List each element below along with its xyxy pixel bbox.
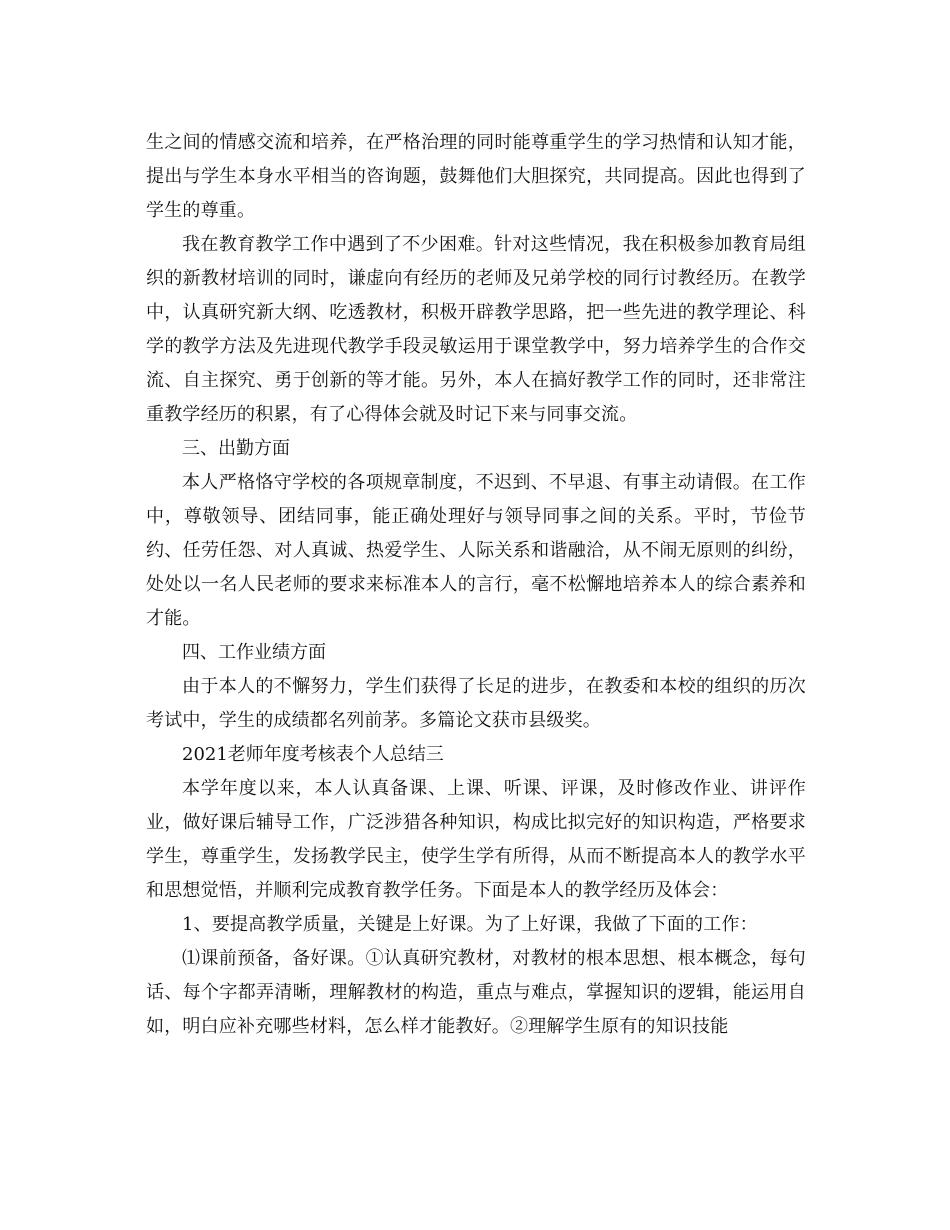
paragraph-5: 本学年度以来，本人认真备课、上课、听课、评课，及时修改作业、讲评作业，做好课后辅导工作，广泛涉猎各种知识，构成比拟完好的知识构造，严格要求学生，尊重学生，发扬教学民主，使学生学有所得，从而不断提高本人的教学水平和思想觉悟，并顺利完成教育教学任务。下面是本人的教学经历及体会：: [146, 778, 806, 901]
paragraph-4: 由于本人的不懈努力，学生们获得了长足的进步，在教委和本校的组织的历次考试中，学生的成绩都名列前茅。多篇论文获市县级奖。: [146, 676, 806, 731]
paragraph-2: 我在教育教学工作中遇到了不少困难。针对这些情况，我在积极参加教育局组织的新教材培训的同时，谦虚向有经历的老师及兄弟学校的同行讨教经历。在教学中，认真研究新大纲、吃透教材，积极开辟教学思路，把一些先进的教学理论、科学的教学方法及先进现代教学手段灵敏运用于课堂教学中，努力培养学生的合作交流、自主探究、勇于创新的等才能。另外，本人在搞好教学工作的同时，还非常注重教学经历的积累，有了心得体会就及时记下来与同事交流。: [146, 234, 806, 425]
paragraph-6: 1、要提高教学质量，关键是上好课。为了上好课，我做了下面的工作：: [182, 914, 758, 935]
document-body: [146, 126, 806, 1044]
paragraph-7: ⑴课前预备，备好课。①认真研究教材，对教材的根本思想、根本概念，每句话、每个字都弄清晰，理解教材的构造，重点与难点，掌握知识的逻辑，能运用自如，明白应补充哪些材料，怎么样才能教好。②理解学生原有的知识技能: [146, 948, 806, 1037]
paragraph-3: 本人严格恪守学校的各项规章制度，不迟到、不早退、有事主动请假。在工作中，尊敬领导、团结同事，能正确处理好与领导同事之间的关系。平时，节俭节约、任劳任怨、对人真诚、热爱学生、人际关系和谐融洽，从不闹无原则的纠纷，处处以一名人民老师的要求来标准本人的言行，毫不松懈地培养本人的综合素养和才能。: [146, 472, 806, 629]
section-heading-performance: 四、工作业绩方面: [182, 642, 326, 663]
section-heading-attendance: 三、出勤方面: [182, 438, 290, 459]
section-heading-summary-three: 2021老师年度考核表个人总结三: [182, 744, 444, 765]
paragraph-1: 生之间的情感交流和培养，在严格治理的同时能尊重学生的学习热情和认知才能，提出与学生本身水平相当的咨询题，鼓舞他们大胆探究，共同提高。因此也得到了学生的尊重。: [146, 132, 806, 221]
